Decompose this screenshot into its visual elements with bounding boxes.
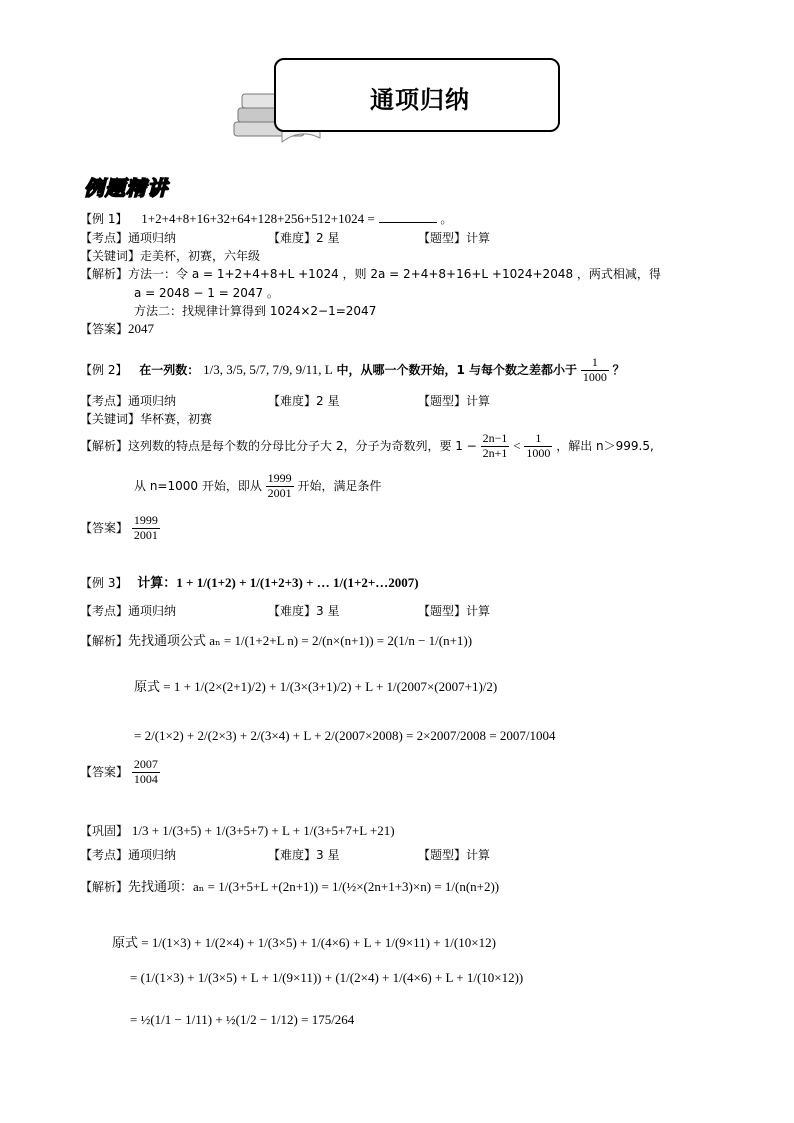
ex1-label: 【例 1】 (80, 212, 128, 226)
ex2-keywords-row (80, 410, 212, 427)
page-title: 通项归纳 (370, 86, 470, 114)
ex1-method2: 方法二：找规律计算得到 1024×2−1=2047 (134, 304, 377, 318)
ex3-answer-row (80, 758, 160, 787)
ex1-tixing-row (418, 229, 490, 246)
ex3-solution-row (80, 630, 472, 649)
ex1-kaodian-row (80, 229, 176, 246)
gonggu-tixing-row (418, 846, 490, 863)
ex2-kaodian: 通项归纳 (128, 394, 177, 408)
nandu-label: 【难度】 (268, 394, 317, 408)
jiexi-label: 【解析】 (80, 267, 129, 281)
ex1-kaodian: 通项归纳 (128, 231, 177, 245)
ex3-step-1: 先找通项公式 aₙ = 1/(1+2+L n) = 2/(n×(n+1)) = 2(1/n − 1/(n+1)) (128, 633, 473, 648)
ex3-tixing: 计算 (466, 604, 491, 618)
ex2-solution-c: 从 n=1000 开始，即从 (134, 478, 262, 493)
ex2-keywords: 华杯赛，初赛 (140, 412, 213, 426)
ex2-less-than: < (513, 437, 521, 453)
answer-blank (379, 210, 437, 223)
ex1-solution-row (80, 265, 661, 282)
kaodian-label: 【考点】 (80, 604, 129, 618)
gonggu-nandu: 3 星 (316, 848, 340, 862)
ex2-solution-row (80, 432, 654, 461)
section-heading: 例题精讲 (84, 176, 168, 200)
nandu-label: 【难度】 (268, 604, 317, 618)
kaodian-label: 【考点】 (80, 231, 129, 245)
ex1-answer: 2047 (128, 321, 155, 336)
ex1-question: 1+2+4+8+16+32+64+128+256+512+1024 = (141, 211, 375, 226)
ex3-question-line (80, 572, 419, 591)
ex2-nandu: 2 星 (316, 394, 340, 408)
daan-label: 【答案】 (80, 764, 129, 779)
ex1-tixing: 计算 (466, 231, 491, 245)
ex2-label: 【例 2】 (80, 362, 128, 377)
ex3-step-3: = 2/(1×2) + 2/(2×3) + 2/(3×4) + L + 2/(2007×2008) = 2×2007/2008 = 2007/1004 (134, 728, 556, 743)
ex2-question-line (80, 356, 625, 385)
tixing-label: 【题型】 (418, 604, 467, 618)
gonggu-step-4: = ½(1/1 − 1/11) + ½(1/2 − 1/12) = 175/264 (130, 1012, 355, 1027)
ex1-method1: 方法一：令 a = 1+2+4+8+L +1024 ，则 2a = 2+4+8+16+L +1024+2048 ，两式相减，得 (128, 267, 661, 281)
ex2-question-mid: 中，从哪一个数开始，1 与每个数之差都小于 (336, 362, 578, 377)
keywords-label: 【关键词】 (80, 249, 141, 263)
gonggu-step-2: 原式 = 1/(1×3) + 1/(2×4) + 1/(3×5) + 1/(4×6) + L + 1/(9×11) + 1/(10×12) (112, 935, 496, 950)
ex2-solution-row-2 (134, 472, 382, 501)
ex2-solution-fraction-2: $\frac{1}{1000}$ (526, 431, 551, 460)
ex3-kaodian-row (80, 602, 176, 619)
jiexi-label: 【解析】 (80, 438, 129, 453)
gonggu-kaodian-row (80, 846, 176, 863)
gonggu-step-3: = (1/(1×3) + 1/(3×5) + L + 1/(9×11)) + (1/(2×4) + 1/(4×6) + L + 1/(10×12)) (130, 970, 524, 985)
ex2-solution-b: ，解出 n＞999.5, (556, 438, 654, 453)
ex2-question-pre: 在一列数： (139, 362, 200, 377)
gonggu-step-1: 先找通项：aₙ = 1/(3+5+L +(2n+1)) = 1/(½×(2n+1+3)×n) = 1/(n(n+2)) (128, 879, 500, 894)
ex3-question: 计算：1 + 1/(1+2) + 1/(1+2+3) + … 1/(1+2+…2007) (137, 575, 419, 590)
ex3-step-2: 原式 = 1 + 1/(2×(2+1)/2) + 1/(3×(3+1)/2) + L + 1/(2007×(2007+1)/2) (134, 679, 498, 694)
jiexi-label: 【解析】 (80, 880, 129, 894)
ex3-label: 【例 3】 (80, 576, 128, 590)
ex1-tail: 。 (440, 212, 453, 226)
gonggu-label: 【巩固】 (80, 824, 129, 838)
ex2-answer-fraction: $\frac{1999}{2001}$ (133, 513, 158, 542)
ex1-nandu: 2 星 (316, 231, 340, 245)
nandu-label: 【难度】 (268, 848, 317, 862)
kaodian-label: 【考点】 (80, 848, 129, 862)
ex2-tixing: 计算 (466, 394, 491, 408)
jiexi-label: 【解析】 (80, 634, 129, 648)
tixing-label: 【题型】 (418, 848, 467, 862)
ex2-solution-a: 这列数的特点是每个数的分母比分子大 2，分子为奇数列，要 1 − (128, 438, 477, 453)
ex2-kaodian-row (80, 392, 176, 409)
ex2-solution-fraction-1: $\frac{2n-1}{2n+1}$ (482, 431, 508, 460)
ex1-question-line (80, 210, 452, 227)
gonggu-solution-row (80, 876, 499, 895)
ex2-solution-fraction-3: $\frac{1999}{2001}$ (267, 471, 292, 500)
kaodian-label: 【考点】 (80, 394, 129, 408)
ex2-sequence: 1/3, 3/5, 5/7, 7/9, 9/11, L (203, 361, 333, 377)
ex3-tixing-row (418, 602, 490, 619)
ex2-tixing-row (418, 392, 490, 409)
ex2-question-end: ？ (612, 362, 625, 377)
ex1-answer-row (80, 320, 154, 337)
keywords-label: 【关键词】 (80, 412, 141, 426)
ex3-nandu-row (268, 602, 339, 619)
ex2-answer-row (80, 514, 160, 543)
ex2-question-fraction: $\frac{1}{1000}$ (582, 355, 607, 384)
tixing-label: 【题型】 (418, 231, 467, 245)
ex3-kaodian: 通项归纳 (128, 604, 177, 618)
ex3-answer-fraction: $\frac{2007}{1004}$ (133, 757, 158, 786)
daan-label: 【答案】 (80, 322, 129, 336)
ex1-keywords: 走美杯，初赛，六年级 (140, 249, 261, 263)
daan-label: 【答案】 (80, 520, 129, 535)
gonggu-question: 1/3 + 1/(3+5) + 1/(3+5+7) + L + 1/(3+5+7+L +21) (131, 823, 395, 838)
ex1-keywords-row (80, 247, 260, 264)
tixing-label: 【题型】 (418, 394, 467, 408)
ex1-method1-result: a = 2048 − 1 = 2047 。 (134, 286, 279, 300)
ex2-solution-d: 开始，满足条件 (297, 478, 382, 493)
ex2-nandu-row (268, 392, 339, 409)
ex1-nandu-row (268, 229, 339, 246)
gonggu-tixing: 计算 (466, 848, 491, 862)
ex3-nandu: 3 星 (316, 604, 340, 618)
gonggu-question-line (80, 822, 395, 839)
nandu-label: 【难度】 (268, 231, 317, 245)
gonggu-kaodian: 通项归纳 (128, 848, 177, 862)
gonggu-nandu-row (268, 846, 339, 863)
